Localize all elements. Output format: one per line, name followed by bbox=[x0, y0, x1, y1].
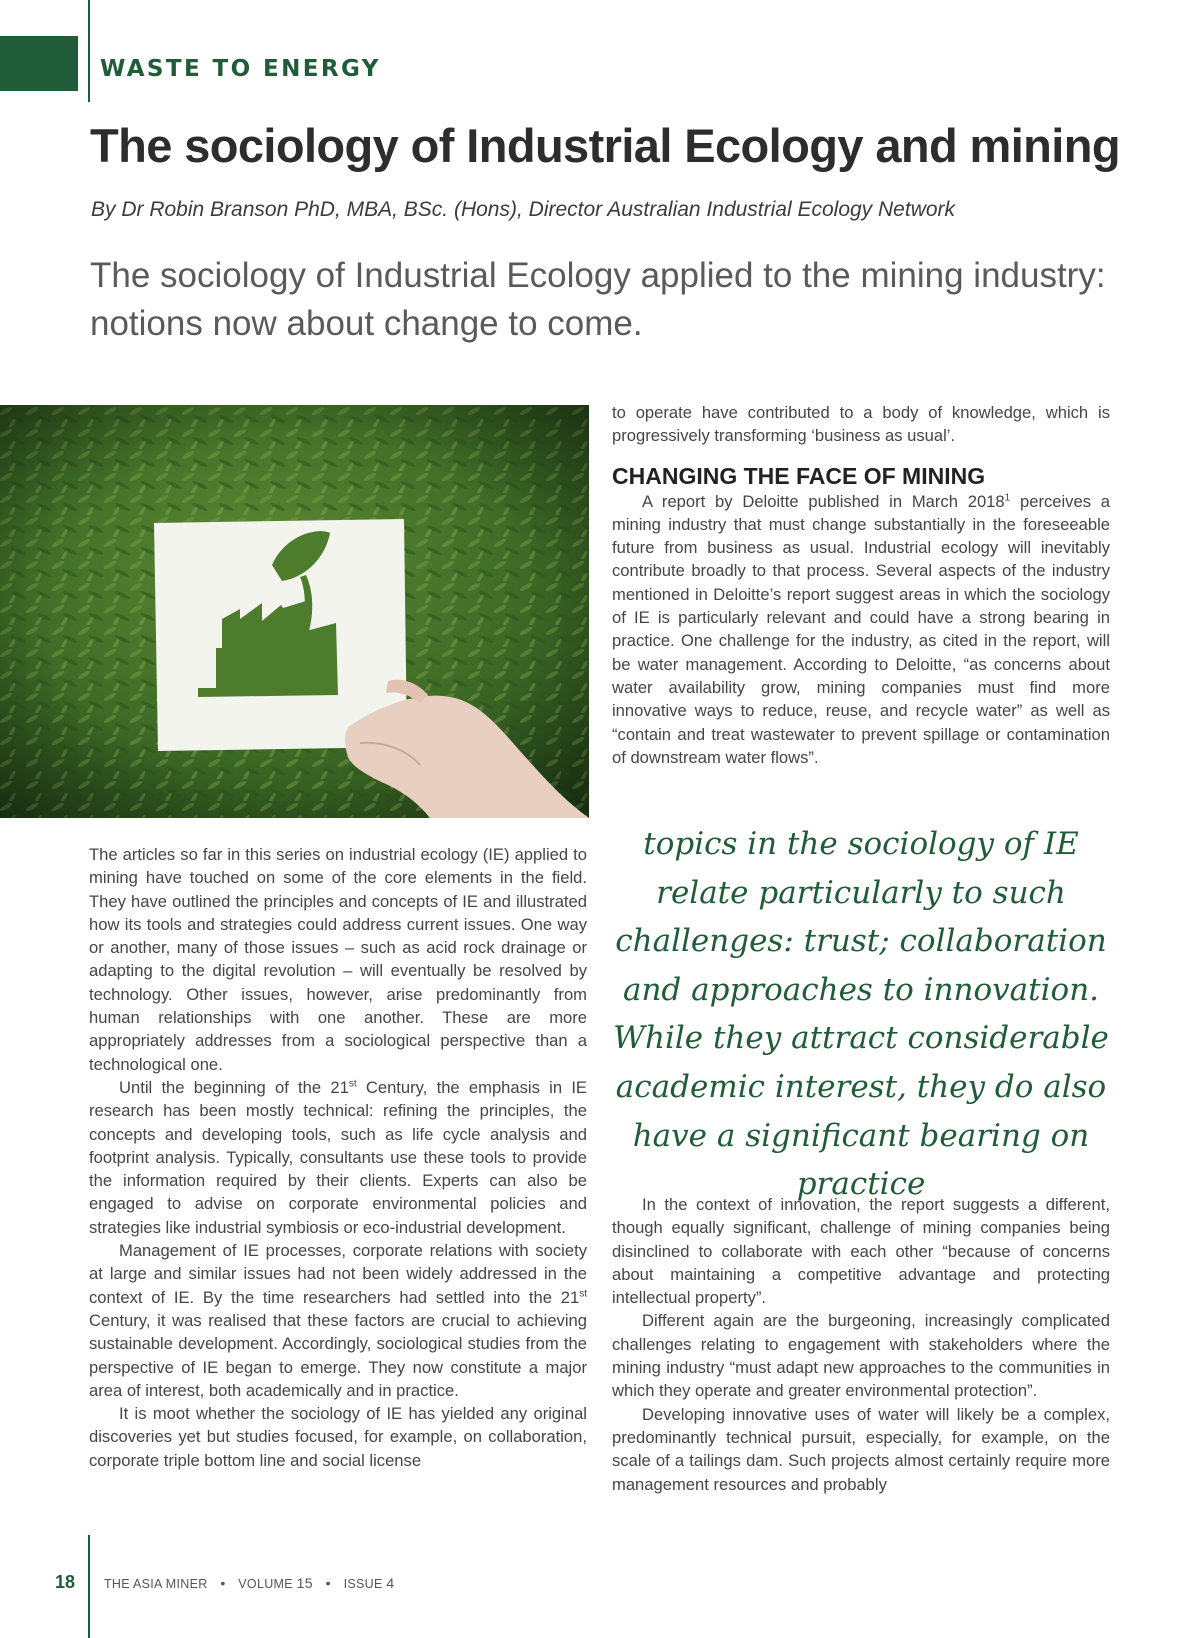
subheading: CHANGING THE FACE OF MINING bbox=[612, 462, 986, 489]
left-column bbox=[89, 843, 587, 1472]
page-number: 18 bbox=[55, 1572, 76, 1592]
section-color-block bbox=[0, 36, 78, 91]
right-paragraph-2: A report by Deloitte published in March 2018$^1$ perceives a mining industry that must change substantially in the foreseeable future from business as usual. Industrial ecology will inevitably contribute broadly to that process. Several aspects of the industry mentioned in Deloitte’s report suggest areas in which the sociology of IE is particularly relevant and could have a strong bearing in practice. One challenge for the industry, as cited in the report, will be water management. According to Deloitte, “as concerns about water availability grow, mining companies must find more innovative ways to reduce, reuse, and recycle water” as well as “contain and treat wastewater to prevent spillage or contamination of downstream water flows”. bbox=[612, 491, 1111, 767]
right-column-bottom bbox=[612, 1193, 1110, 1496]
superscript: st bbox=[348, 1078, 357, 1090]
footnote-ref: 1 bbox=[1004, 492, 1011, 504]
footer-separator: • bbox=[325, 1575, 331, 1591]
article-title: The sociology of Industrial Ecology and mining bbox=[90, 119, 1120, 172]
right-paragraph-1: to operate have contributed to a body of knowledge, which is progressively transforming ‘business as usual’. bbox=[612, 403, 1110, 446]
publication-name: THE ASIA MINER bbox=[104, 1577, 208, 1591]
pull-quote: topics in the sociology of IE relate particularly to such challenges: trust; collaboration and approaches to innovation. While they attract considerable academic interest, they do also have a significant bearing on practice bbox=[613, 826, 1109, 1203]
section-label: WASTE TO ENERGY bbox=[100, 56, 381, 82]
footer-separator: • bbox=[220, 1575, 226, 1591]
volume-number: 15 bbox=[296, 1575, 313, 1591]
article-byline: By Dr Robin Branson PhD, MBA, BSc. (Hons), Director Australian Industrial Ecology Network bbox=[91, 198, 956, 221]
left-paragraph-1: The articles so far in this series on industrial ecology (IE) applied to mining have touched on some of the core elements in the field. They have outlined the principles and concepts of IE and illustrated how its tools and strategies could address current issues. One way or another, many of those issues – such as acid rock drainage or adapting to the digital revolution – will eventually be resolved by technology. Other issues, however, arise predominantly from human relationships with one another. These are more appropriately addresses from a sociological perspective than a technological one. bbox=[89, 845, 587, 1074]
issue-number: 4 bbox=[386, 1575, 395, 1591]
left-paragraph-2: Until the beginning of the 21st Century, the emphasis in IE research has been mostly technical: refining the principles, the concepts and developing tools, such as life cycle analysis and footprint analysis. Typically, consultants use these tools to provide the information required by their clients. Experts can also be engaged to advise on corporate environmental policies and strategies like industrial symbiosis or eco-industrial development. bbox=[89, 1077, 587, 1237]
right-paragraph-5: Developing innovative uses of water will likely be a complex, predominantly technical pursuit, especially, for example, on the scale of a tailings dam. Such projects almost certainly require more management resources and probably bbox=[612, 1404, 1110, 1494]
article-photo bbox=[0, 405, 589, 818]
standfirst-line-1: The sociology of Industrial Ecology applied to the mining industry: bbox=[90, 256, 1106, 295]
volume-label: VOLUME bbox=[238, 1577, 293, 1591]
header-vertical-rule bbox=[88, 0, 90, 102]
article-standfirst bbox=[90, 252, 1170, 348]
left-paragraph-4: It is moot whether the sociology of IE has yielded any original discoveries yet but studies focused, for example, on collaboration, corporate triple bottom line and social license bbox=[89, 1404, 587, 1470]
footer-publication-info bbox=[104, 1575, 395, 1591]
left-paragraph-3: Management of IE processes, corporate relations with society at large and similar issues had not been widely addressed in the context of IE. By the time researchers had settled into the 21st Century, it was realised that these factors are crucial to achieving sustainable development. Accordingly, sociological studies from the perspective of IE began to emerge. They now constitute a major area of interest, both academically and in practice. bbox=[89, 1241, 587, 1400]
footer-vertical-rule bbox=[88, 1535, 90, 1638]
issue-label: ISSUE bbox=[343, 1577, 383, 1591]
superscript: st bbox=[579, 1288, 587, 1300]
right-column-top bbox=[612, 401, 1110, 769]
right-paragraph-3: In the context of innovation, the report suggests a different, though equally significant, challenge of mining companies being disinclined to collaborate with each other “because of concerns about maintaining a competitive advantage and protecting intellectual property”. bbox=[612, 1195, 1110, 1308]
right-paragraph-4: Different again are the burgeoning, increasingly complicated challenges relating to engagement with stakeholders where the mining industry “must adapt new approaches to the communities in which they operate and greater environmental protection”. bbox=[612, 1311, 1110, 1401]
standfirst-line-2: notions now about change to come. bbox=[90, 304, 643, 343]
